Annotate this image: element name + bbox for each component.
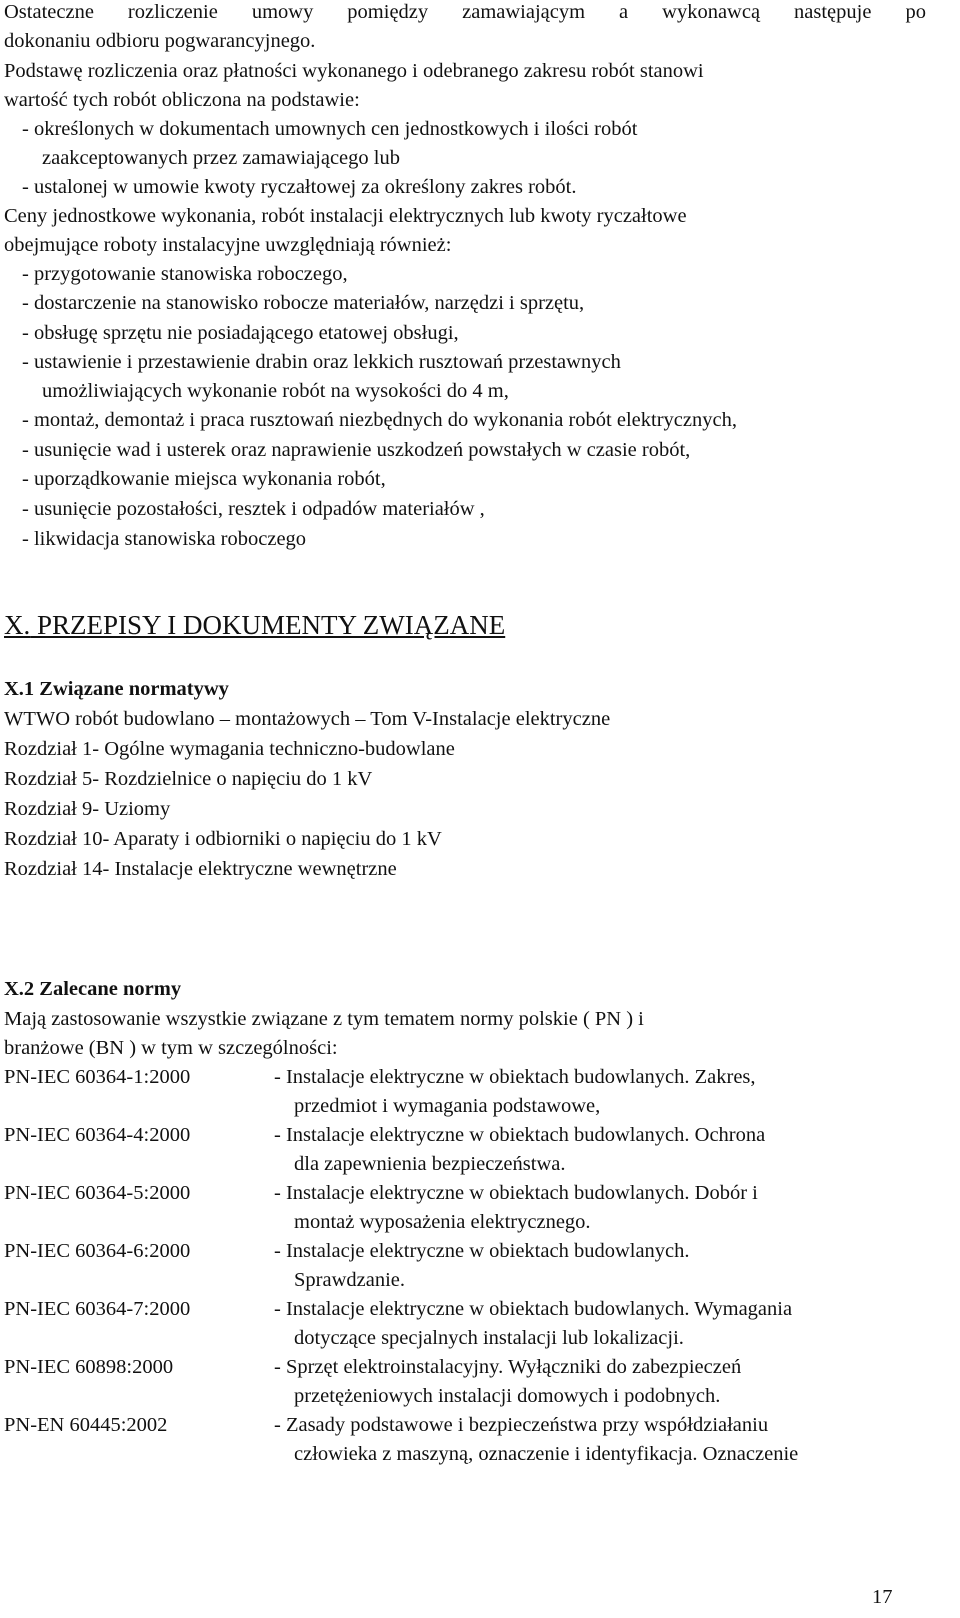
norms-intro-line-1: Mają zastosowanie wszystkie związane z tym tematem normy polskie ( PN ) i <box>4 1008 644 1030</box>
norm-code: PN-IEC 60364-6:2000 <box>4 1240 191 1262</box>
norm-description: - Instalacje elektryczne w obiektach budowlanych. <box>274 1240 690 1262</box>
norm-description-cont: przetężeniowych instalacji domowych i podobnych. <box>294 1385 721 1407</box>
norms-intro-line-2: branżowe (BN ) w tym w szczególności: <box>4 1037 338 1059</box>
norm-description-cont: Sprawdzanie. <box>294 1269 405 1291</box>
norm-description-cont: przedmiot i wymagania podstawowe, <box>294 1095 601 1117</box>
norm-code: PN-IEC 60364-4:2000 <box>4 1124 191 1146</box>
subsection-heading-x1: X.1 Związane normatywy <box>4 678 229 700</box>
intro-word: wykonawcą <box>662 1 761 23</box>
normative-item: Rozdział 1- Ogólne wymagania techniczno-budowlane <box>4 738 455 760</box>
norm-description-cont: dotyczące specjalnych instalacji lub lokalizacji. <box>294 1327 684 1349</box>
norm-description-cont: człowieka z maszyną, oznaczenie i identyfikacja. Oznaczenie <box>294 1443 799 1465</box>
intro-line-4: wartość tych robót obliczona na podstawie: <box>4 89 360 111</box>
normative-item: Rozdział 5- Rozdzielnice o napięciu do 1 kV <box>4 768 373 790</box>
norm-code: PN-IEC 60898:2000 <box>4 1356 174 1378</box>
norm-description-cont: dla zapewnienia bezpieczeństwa. <box>294 1153 566 1175</box>
normative-item: Rozdział 10- Aparaty i odbiorniki o napięciu do 1 kV <box>4 828 442 850</box>
norm-code: PN-IEC 60364-5:2000 <box>4 1182 191 1204</box>
subsection-heading-x2: X.2 Zalecane normy <box>4 978 182 1000</box>
intro-word: po <box>905 1 926 23</box>
intro-line-9: obejmujące roboty instalacyjne uwzględniają również: <box>4 234 452 256</box>
intro-word: pomiędzy <box>347 1 429 23</box>
intro-word: umowy <box>251 1 314 23</box>
norm-description: - Sprzęt elektroinstalacyjny. Wyłączniki do zabezpieczeń <box>274 1356 742 1378</box>
intro-line-3: Podstawę rozliczenia oraz płatności wykonanego i odebranego zakresu robót stanowi <box>4 60 704 82</box>
normative-item: Rozdział 14- Instalacje elektryczne wewnętrzne <box>4 858 397 880</box>
norm-description: - Instalacje elektryczne w obiektach budowlanych. Zakres, <box>274 1066 756 1088</box>
section-title: PRZEPISY I DOKUMENTY ZWIĄZANE <box>37 610 506 640</box>
intro-word: następuje <box>794 1 872 23</box>
intro-word: Ostateczne <box>4 1 94 23</box>
intro-word: rozliczenie <box>127 1 218 23</box>
normative-item: Rozdział 9- Uziomy <box>4 798 171 820</box>
list-item: - obsługę sprzętu nie posiadającego etatowej obsługi, <box>22 322 459 344</box>
norm-code: PN-IEC 60364-7:2000 <box>4 1298 191 1320</box>
intro-word: zamawiającym <box>462 1 586 23</box>
intro-line-2: dokonaniu odbioru pogwarancyjnego. <box>4 30 316 52</box>
list-item: - usunięcie pozostałości, resztek i odpadów materiałów , <box>22 498 485 520</box>
section-heading <box>4 610 505 640</box>
intro-line-5: - określonych w dokumentach umownych cen jednostkowych i ilości robót <box>22 118 638 140</box>
norm-description: - Instalacje elektryczne w obiektach budowlanych. Ochrona <box>274 1124 766 1146</box>
norm-code: PN-EN 60445:2002 <box>4 1414 168 1436</box>
list-item: - dostarczenie na stanowisko robocze materiałów, narzędzi i sprzętu, <box>22 292 585 314</box>
norm-code: PN-IEC 60364-1:2000 <box>4 1066 191 1088</box>
list-item: - montaż, demontaż i praca rusztowań niezbędnych do wykonania robót elektrycznych, <box>22 409 737 431</box>
intro-line-6: zaakceptowanych przez zamawiającego lub <box>42 147 400 169</box>
norm-description: - Instalacje elektryczne w obiektach budowlanych. Wymagania <box>274 1298 793 1320</box>
list-item: - ustawienie i przestawienie drabin oraz lekkich rusztowań przestawnych <box>22 351 621 373</box>
list-item: - przygotowanie stanowiska roboczego, <box>22 263 348 285</box>
intro-line-8: Ceny jednostkowe wykonania, robót instalacji elektrycznych lub kwoty ryczałtowe <box>4 205 687 227</box>
intro-line-7: - ustalonej w umowie kwoty ryczałtowej za określony zakres robót. <box>22 176 577 198</box>
intro-word: a <box>619 1 629 23</box>
norm-description-cont: montaż wyposażenia elektrycznego. <box>294 1211 591 1233</box>
list-item: - uporządkowanie miejsca wykonania robót, <box>22 468 386 490</box>
section-number: X. <box>4 610 31 640</box>
list-item: - usunięcie wad i usterek oraz naprawienie uszkodzeń powstałych w czasie robót, <box>22 439 691 461</box>
list-item: umożliwiających wykonanie robót na wysokości do 4 m, <box>42 380 509 402</box>
page-number: 17 <box>872 1586 893 1608</box>
norm-description: - Instalacje elektryczne w obiektach budowlanych. Dobór i <box>274 1182 758 1204</box>
intro-line-1 <box>4 0 926 27</box>
norm-description: - Zasady podstawowe i bezpieczeństwa przy współdziałaniu <box>274 1414 769 1436</box>
normative-item: WTWO robót budowlano – montażowych – Tom V-Instalacje elektryczne <box>4 708 611 730</box>
list-item: - likwidacja stanowiska roboczego <box>22 528 307 550</box>
